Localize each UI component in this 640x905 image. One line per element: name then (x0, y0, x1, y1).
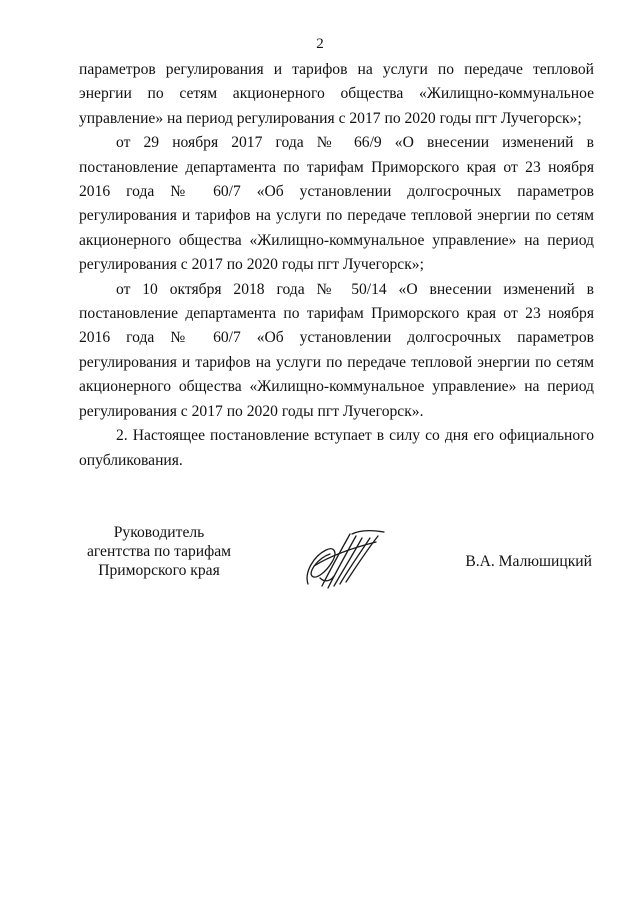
paragraph-continuation: параметров регулирования и тарифов на услуги по передаче тепловой энергии по сетям акционерного общества «Жилищно-коммунальное управление» на период регулирования с 2017 по 2020 годы пгт Лучегорск»; (79, 61, 594, 127)
paragraph-effective-clause: 2. Настоящее постановление вступает в силу со дня его официального опубликования. (79, 427, 594, 469)
signatory-title (84, 523, 234, 580)
signatory-title-line: Приморского края (98, 562, 220, 579)
page-number: 2 (316, 36, 324, 52)
paragraph-amendment-2018: от 10 октября 2018 года № 50/14 «О внесении изменений в постановление департамента по тарифам Приморского края от 23 ноября 2016 года № 60/7 «Об установлении долгосрочных параметров регулирования и тарифов на услуги по передаче тепловой энергии по сетям акционерного общества «Жилищно-коммунальное управление» на период регулирования с 2017 по 2020 годы пгт Лучегорск». (79, 280, 594, 420)
signatory-title-line: агентства по тарифам (86, 543, 232, 560)
handwritten-signature (300, 526, 388, 592)
signatory-title-line: Руководитель (113, 524, 205, 541)
paragraph-amendment-2017: от 29 ноября 2017 года № 66/9 «О внесении изменений в постановление департамента по тарифам Приморского края от 23 ноября 2016 года № 60/7 «Об установлении долгосрочных параметров регулирования и тарифов на услуги по передаче тепловой энергии по сетям акционерного общества «Жилищно-коммунальное управление» на период регулирования с 2017 по 2020 годы пгт Лучегорск»; (79, 134, 594, 274)
signatory-name: В.А. Малюшицкий (465, 553, 592, 570)
document-body (79, 58, 594, 473)
